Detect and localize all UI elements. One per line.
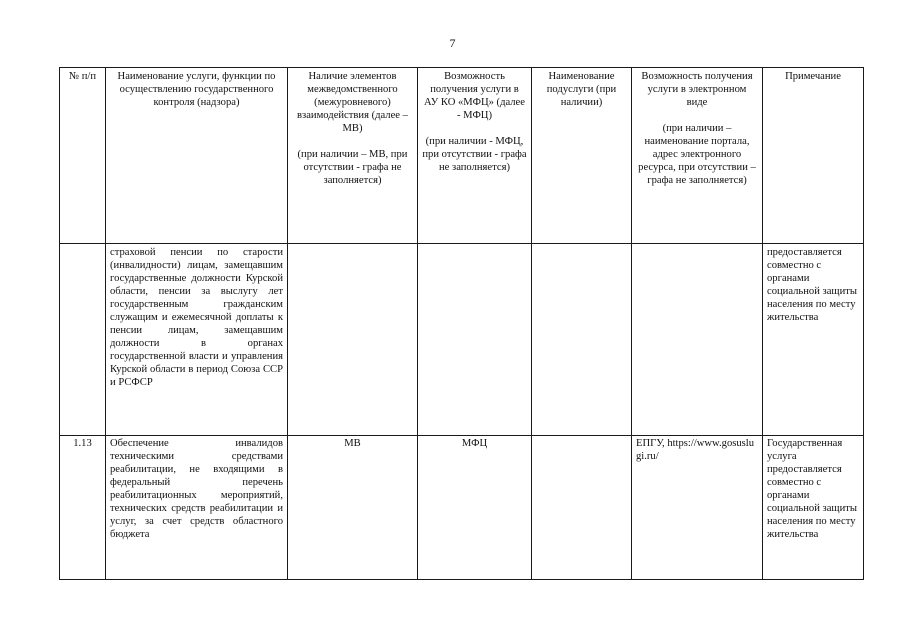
row-mv [288, 244, 418, 436]
row-electronic: ЕПГУ, https://www.gosuslugi.ru/ [632, 436, 763, 580]
header-subservice: Наименование подуслуги (при наличии) [532, 68, 632, 244]
header-mfc [418, 68, 532, 244]
header-note: Примечание [763, 68, 864, 244]
row-note: Государственная услуга предоставляется совместно с органами социальной защиты населения по месту жительства [763, 436, 864, 580]
row-num [60, 244, 106, 436]
services-table [59, 67, 864, 580]
row-service-name: Обеспечение инвалидов техническими средствами реабилитации, не входящими в федеральный перечень реабилитационных мероприятий, технических средств реабилитации и услуг, за счет средств областного бюджета [106, 436, 288, 580]
header-mv-note: (при наличии – МВ, при отсутствии - графа не заполняется) [297, 149, 408, 186]
table-row [60, 436, 864, 580]
page-number: 7 [449, 36, 456, 50]
row-mfc: МФЦ [418, 436, 532, 580]
row-note: предоставляется совместно с органами социальной защиты населения по месту жительства [763, 244, 864, 436]
row-num: 1.13 [60, 436, 106, 580]
row-electronic [632, 244, 763, 436]
row-service-name: страховой пенсии по старости (инвалидности) лицам, замещавшим государственные должности Курской области, пенсии за выслугу лет государственным гражданским служащим и ежемесячной доплаты к пенсии лицам, замещавшим должности в органах государственной власти и управления Курской области в период Союза ССР и РСФСР [106, 244, 288, 436]
row-subservice [532, 244, 632, 436]
header-mv [288, 68, 418, 244]
table-row [60, 244, 864, 436]
row-subservice [532, 436, 632, 580]
header-mfc-note: (при наличии - МФЦ, при отсутствии - графа не заполняется) [422, 136, 527, 173]
header-num: № п/п [60, 68, 106, 244]
header-electronic [632, 68, 763, 244]
header-electronic-note: (при наличии – наименование портала, адрес электронного ресурса, при отсутствии – графа не заполняется) [638, 123, 756, 186]
row-mfc [418, 244, 532, 436]
table-header-row [60, 68, 864, 244]
row-mv: МВ [288, 436, 418, 580]
header-mfc-title: Возможность получения услуги в АУ КО «МФЦ» (далее - МФЦ) [424, 71, 525, 121]
header-name: Наименование услуги, функции по осуществлению государственного контроля (надзора) [106, 68, 288, 244]
header-mv-title: Наличие элементов межведомственного (межуровневого) взаимодействия (далее – МВ) [297, 71, 408, 134]
header-electronic-title: Возможность получения услуги в электронном виде [641, 71, 753, 108]
